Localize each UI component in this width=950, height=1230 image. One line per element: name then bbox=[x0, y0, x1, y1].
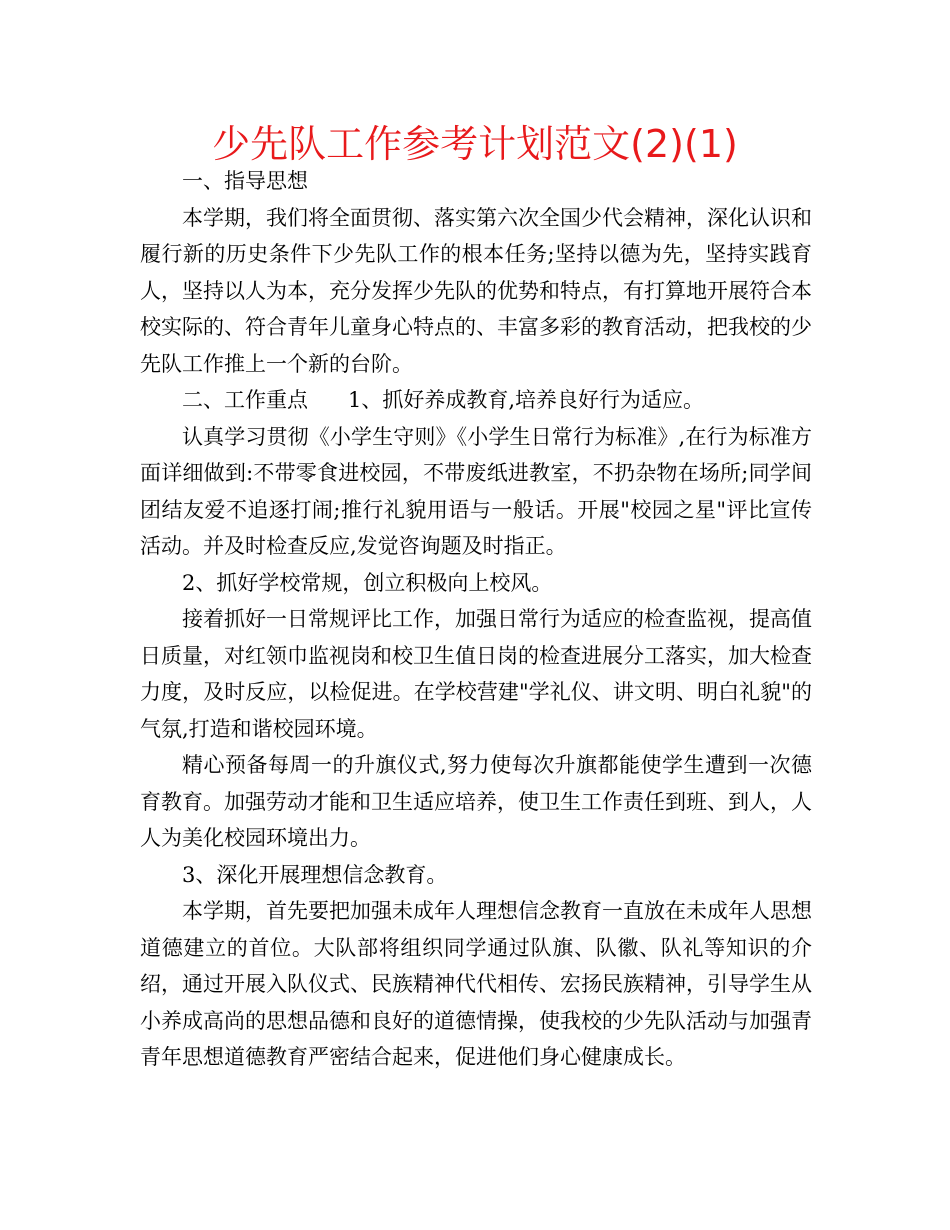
section-heading-guiding-ideology: 一、指导思想 bbox=[182, 169, 308, 193]
paragraph-guiding-ideology: 本学期，我们将全面贯彻、落实第六次全国少代会精神，深化认识和履行新的历史条件下少先队工作的根本任务;坚持以德为先，坚持实践育人，坚持以人为本，充分发挥少先队的优势和特点，有打算地开展符合本校实际的、符合青年儿童身心特点的、丰富多彩的教育活动，把我校的少先队工作推上一个新的台阶。 bbox=[140, 205, 812, 376]
section-heading-work-focus-line bbox=[140, 382, 812, 419]
paragraph-flag-ceremony: 精心预备每周一的升旗仪式,努力使每次升旗都能使学生遭到一次德育教育。加强劳动才能和卫生适应培养，使卫生工作责任到班、到人，人人为美化校园环境出力。 bbox=[140, 753, 812, 850]
document-body bbox=[140, 163, 812, 1076]
item-heading-school-routine: 2、抓好学校常规，创立积极向上校风。 bbox=[182, 570, 553, 595]
item-heading-ideals-education: 3、深化开展理想信念教育。 bbox=[182, 862, 448, 887]
section-heading-work-focus: 二、工作重点 bbox=[182, 388, 308, 412]
document-title: 少先队工作参考计划范文(2)(1) bbox=[212, 122, 738, 166]
item-heading-habit-education: 1、抓好养成教育,培养良好行为适应。 bbox=[348, 388, 705, 412]
paragraph-habit-education: 认真学习贯彻《小学生守则》《小学生日常行为标准》,在行为标准方面详细做到:不带零食进校园，不带废纸进教室，不扔杂物在场所;同学间团结友爱不追逐打闹;推行礼貌用语与一般话。开展"校园之星"评比宣传活动。并及时检查反应,发觉咨询题及时指正。 bbox=[140, 424, 812, 558]
paragraph-ideals-education: 本学期，首先要把加强未成年人理想信念教育一直放在未成年人思想道德建立的首位。大队部将组织同学通过队旗、队徽、队礼等知识的介绍，通过开展入队仪式、民族精神代代相传、宏扬民族精神，引导学生从小养成高尚的思想品德和良好的道德情操，使我校的少先队活动与加强青青年思想道德教育严密结合起来，促进他们身心健康成长。 bbox=[140, 899, 812, 1069]
paragraph-school-routine: 接着抓好一日常规评比工作，加强日常行为适应的检查监视，提高值日质量，对红领巾监视岗和校卫生值日岗的检查进展分工落实，加大检查力度，及时反应，以检促进。在学校营建"学礼仪、讲文明、明白礼貌"的气氛,打造和谐校园环境。 bbox=[140, 607, 812, 741]
